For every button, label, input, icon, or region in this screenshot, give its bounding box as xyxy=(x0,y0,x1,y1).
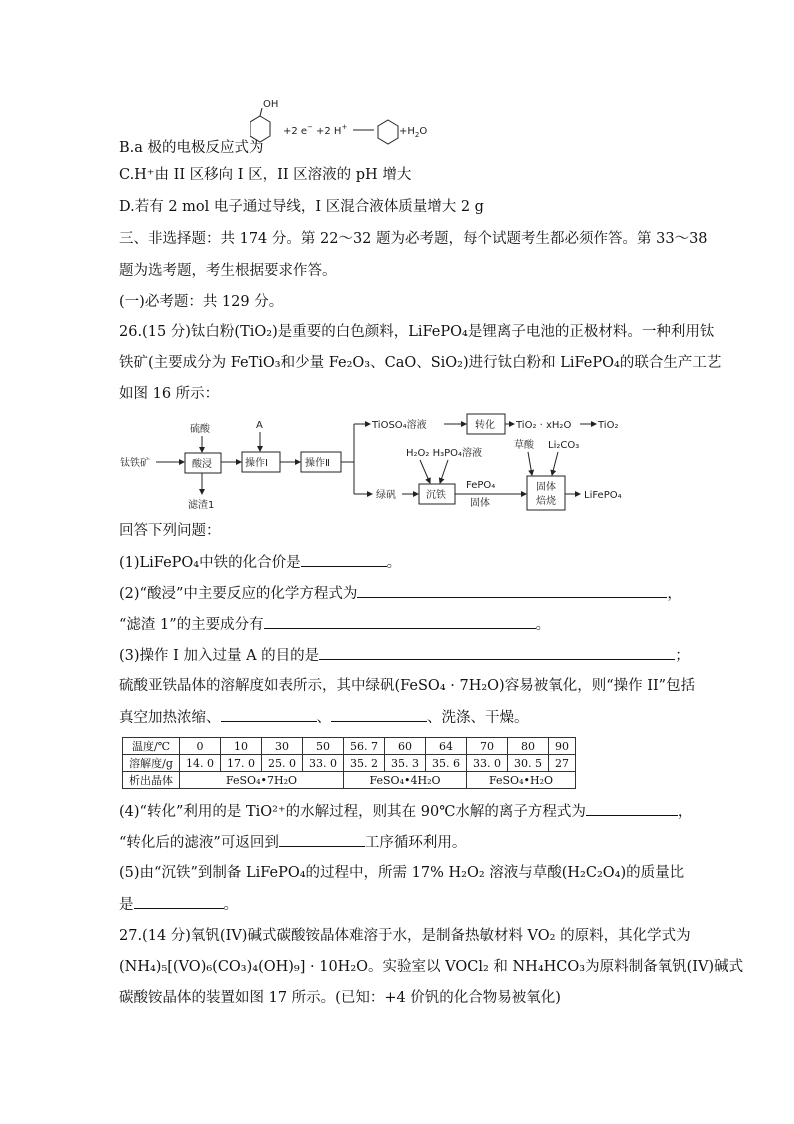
flow-h2o2-h3po4: H₂O₂ H₃PO₄溶液 xyxy=(406,448,483,459)
arrow-oxalic xyxy=(528,452,532,475)
table-cell: 56. 7 xyxy=(344,738,385,755)
rhs-electrons: +2 e− xyxy=(283,123,313,137)
flow-tio2: TiO₂ xyxy=(598,420,619,431)
table-cell: 33. 0 xyxy=(467,755,508,772)
part-1-end: 。 xyxy=(386,555,402,571)
table-cell: 35. 6 xyxy=(426,755,467,772)
flow-roast-1: 固体 xyxy=(536,482,556,493)
table-cell: 17. 0 xyxy=(221,755,262,772)
table-cell: 50 xyxy=(303,738,344,755)
flow-product: LiFePO₄ xyxy=(584,490,622,501)
flow-op1: 操作Ⅰ xyxy=(245,458,268,469)
part-4a-text: (4)“转化”利用的是 TiO²⁺的水解过程，则其在 90℃水解的离子方程式为 xyxy=(119,804,586,820)
answer-blank-4a[interactable] xyxy=(586,801,678,816)
flow-acid-leach: 酸浸 xyxy=(192,459,212,470)
q26-part-3c xyxy=(119,707,529,728)
table-cell: 30 xyxy=(262,738,303,755)
answer-blank-3c-2[interactable] xyxy=(331,707,427,722)
flow-ore: 钛铁矿 xyxy=(120,458,150,469)
table-cell: 33. 0 xyxy=(303,755,344,772)
part-2a-end: ， xyxy=(667,586,682,602)
table-header-cell: 温度/℃ xyxy=(123,738,180,755)
flow-fepo4: FePO₄ xyxy=(466,480,496,491)
oh-bond xyxy=(260,108,262,116)
table-row-temperature xyxy=(123,738,576,755)
answer-blank-2b[interactable] xyxy=(264,614,536,629)
part-5b-end: 。 xyxy=(223,897,238,913)
q26-line-3: 如图 16 所示： xyxy=(119,386,220,402)
table-cell: 35. 2 xyxy=(344,755,385,772)
flow-li2co3: Li₂CO₃ xyxy=(548,440,580,451)
q26-part-2b xyxy=(119,614,550,635)
table-cell: 27 xyxy=(549,755,576,772)
answer-blank-1[interactable] xyxy=(301,552,387,567)
table-cell: 70 xyxy=(467,738,508,755)
answer-blank-5[interactable] xyxy=(134,894,224,909)
product-ring xyxy=(378,120,398,144)
table-cell: 30. 5 xyxy=(508,755,549,772)
option-b xyxy=(119,138,264,158)
q26-part-2a xyxy=(119,583,682,604)
rhs-water: $+H_2O$ xyxy=(399,126,428,139)
solubility-table xyxy=(122,737,576,789)
q27-line-3: 碳酸铵晶体的装置如图 17 所示。(已知：+4 价钒的化合物易被氧化) xyxy=(119,990,561,1006)
required-heading: (一)必考题：共 129 分。 xyxy=(119,294,284,310)
table-cell: FeSO₄•7H₂O xyxy=(180,772,344,789)
section-3-line-2: 题为选考题，考生根据要求作答。 xyxy=(119,263,337,279)
table-cell: 60 xyxy=(385,738,426,755)
table-header-cell: 析出晶体 xyxy=(123,772,180,789)
arrow-h2o2 xyxy=(420,460,430,483)
table-cell: 10 xyxy=(221,738,262,755)
electrode-equation xyxy=(250,96,450,158)
rhs-protons: +2 H+ xyxy=(316,123,348,137)
phenol-ring xyxy=(250,116,270,142)
table-cell: 14. 0 xyxy=(180,755,221,772)
q26-part-5b xyxy=(119,894,238,915)
part-3c-text: 真空加热浓缩、 xyxy=(119,710,221,726)
table-row-solubility xyxy=(123,755,576,772)
flow-convert: 转化 xyxy=(475,420,495,431)
q26-line-2: 铁矿(主要成分为 FeTiO₃和少量 Fe₂O₃、CaO、SiO₂)进行钛白粉和 LiFePO₄的联合生产工艺 xyxy=(119,355,722,371)
part-2b-end: 。 xyxy=(535,617,551,633)
q26-line-1: 26.(15 分)钛白粉(TiO₂)是重要的白色颜料，LiFePO₄是锂离子电池的正极材料。一种利用钛 xyxy=(119,324,715,340)
phenol-oh-label: OH xyxy=(263,99,279,110)
q27-line-1: 27.(14 分)氧钒(IV)碱式碳酸铵晶体难溶于水，是制备热敏材料 VO₂ 的原料，其化学式为 xyxy=(119,928,691,944)
q26-part-4b xyxy=(119,832,466,853)
flow-residue: 滤渣1 xyxy=(188,500,215,511)
q26-part-1 xyxy=(119,552,401,573)
option-d: D.若有 2 mol 电子通过导线，I 区混合液体质量增大 2 g xyxy=(119,199,484,215)
section-3-line-1: 三、非选择题：共 174 分。第 22～32 题为必考题，每个试题考生都必须作答。第 33～38 xyxy=(119,231,708,247)
flow-roast-2: 焙烧 xyxy=(536,496,556,507)
answer-intro: 回答下列问题： xyxy=(119,523,221,539)
part-4b-text: “转化后的滤液”可返回到 xyxy=(119,835,279,851)
part-5b-text: 是 xyxy=(119,897,134,913)
part-3a-end: ； xyxy=(675,648,690,664)
part-2b-text: “滤渣 1”的主要成分有 xyxy=(119,617,264,633)
option-b-label: B.a 极的电极反应式为 xyxy=(119,140,264,156)
flow-precip: 沉铁 xyxy=(426,490,446,501)
answer-blank-3a[interactable] xyxy=(319,645,675,660)
table-cell: 64 xyxy=(426,738,467,755)
q26-part-3a xyxy=(119,645,690,666)
answer-blank-2a[interactable] xyxy=(357,583,667,598)
part-1-text: (1)LiFePO₄中铁的化合价是 xyxy=(119,555,301,571)
flow-tio2x: TiO₂ · xH₂O xyxy=(516,420,572,431)
arrow-li2co3 xyxy=(552,452,558,475)
part-4a-end: ， xyxy=(677,804,693,820)
table-cell: 90 xyxy=(549,738,576,755)
flow-reagent-a: A xyxy=(256,420,263,431)
process-flow-diagram xyxy=(118,410,678,515)
flow-acid: 硫酸 xyxy=(190,424,210,435)
table-header-cell: 溶解度/g xyxy=(123,755,180,772)
arrow-h3po4 xyxy=(440,460,448,483)
flow-tioso4: TiOSO₄溶液 xyxy=(372,420,427,431)
q26-part-5a: (5)由“沉铁”到制备 LiFePO₄的过程中，所需 17% H₂O₂ 溶液与草酸(H₂C₂O₄)的质量比 xyxy=(119,865,685,881)
part-3c-end: 、洗涤、干燥。 xyxy=(427,710,529,726)
flow-oxalic: 草酸 xyxy=(514,440,534,451)
table-cell: 25. 0 xyxy=(262,755,303,772)
table-cell: 35. 3 xyxy=(385,755,426,772)
table-cell: 0 xyxy=(180,738,221,755)
q26-part-4a xyxy=(119,801,692,822)
q27-line-2: (NH₄)₅[(VO)₆(CO₃)₄(OH)₉] · 10H₂O。实验室以 VOCl₂ 和 NH₄HCO₃为原料制备氧钒(IV)碱式 xyxy=(119,959,744,975)
answer-blank-4b[interactable] xyxy=(279,832,365,847)
answer-blank-3c-1[interactable] xyxy=(221,707,317,722)
part-2a-text: (2)“酸浸”中主要反应的化学方程式为 xyxy=(119,586,358,602)
table-row-crystal xyxy=(123,772,576,789)
part-3c-mid: 、 xyxy=(316,710,331,726)
part-3a-text: (3)操作 I 加入过量 A 的目的是 xyxy=(119,648,320,664)
q26-part-3b: 硫酸亚铁晶体的溶解度如表所示，其中绿矾(FeSO₄ · 7H₂O)容易被氧化，则“操作 II”包括 xyxy=(119,678,696,694)
table-cell: 80 xyxy=(508,738,549,755)
option-c: C.H⁺由 II 区移向 I 区，II 区溶液的 pH 增大 xyxy=(119,167,412,183)
table-cell: FeSO₄•H₂O xyxy=(467,772,576,789)
flow-solid: 固体 xyxy=(470,498,490,509)
flow-op2: 操作Ⅱ xyxy=(305,458,330,469)
flow-green-vitriol: 绿矾 xyxy=(376,490,396,501)
part-4b-end: 工序循环利用。 xyxy=(364,835,467,851)
table-cell: FeSO₄•4H₂O xyxy=(344,772,467,789)
